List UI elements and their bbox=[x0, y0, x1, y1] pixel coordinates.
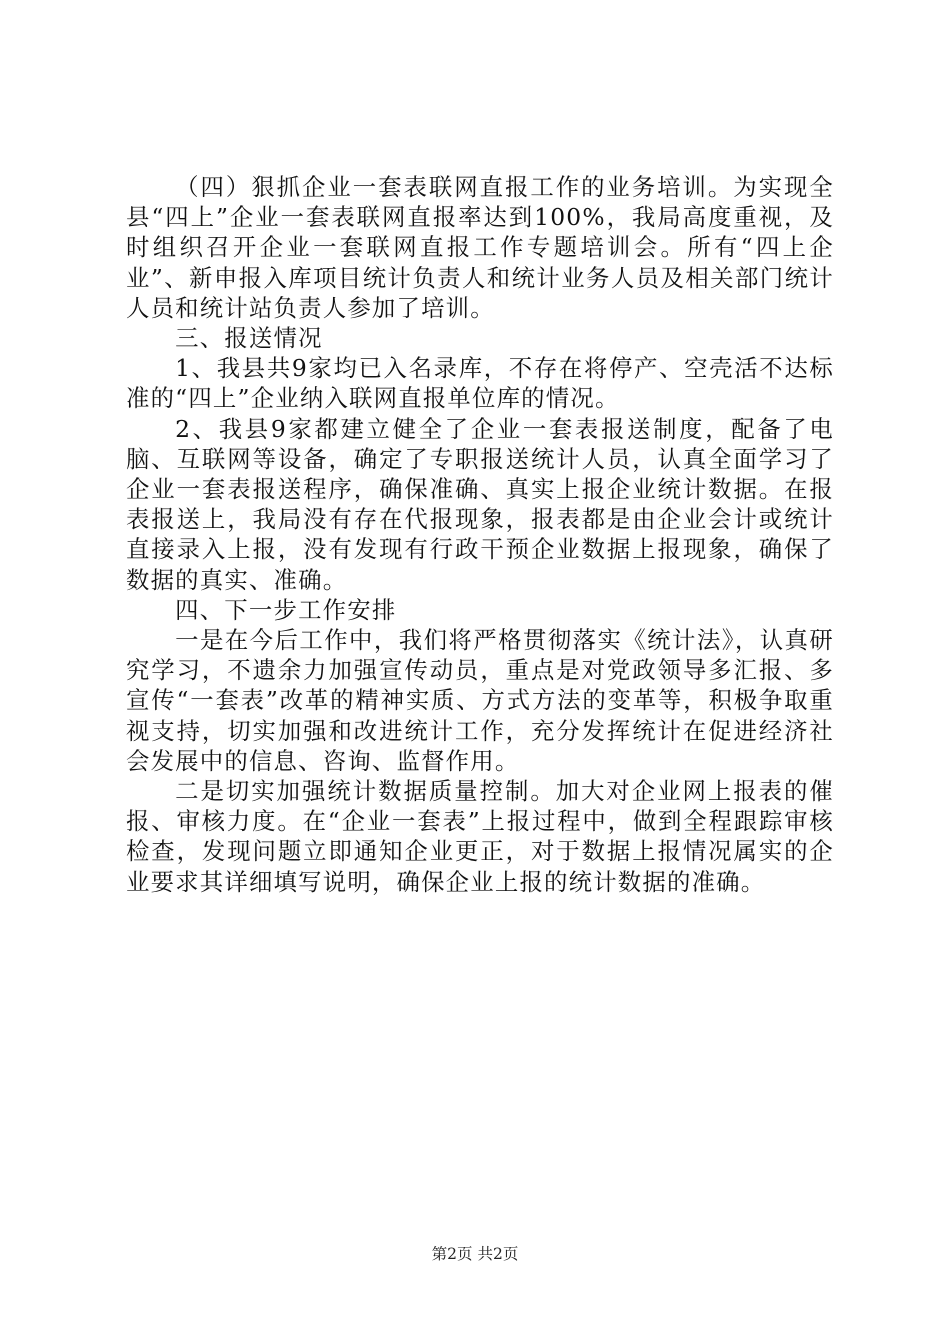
paragraph-training: （四）狠抓企业一套表联网直报工作的业务培训。为实现全县“四上”企业一套表联网直报率达到100%，我局高度重视，及时组织召开企业一套联网直报工作专题培训会。所有“四上企业”、新申报入库项目统计负责人和统计业务人员及相关部门统计人员和统计站负责人参加了培训。 bbox=[126, 173, 834, 322]
section-heading-next-steps: 四、下一步工作安排 bbox=[175, 595, 397, 624]
paragraph-reporting-2: 2、我县9家都建立健全了企业一套表报送制度，配备了电脑、互联网等设备，确定了专职报送统计人员，认真全面学习了企业一套表报送程序，确保准确、真实上报企业统计数据。在报表报送上，我局没有存在代报现象，报表都是由企业会计或统计直接录入上报，没有发现有行政干预企业数据上报现象，确保了数据的真实、准确。 bbox=[126, 414, 834, 594]
paragraph-next-steps-1: 一是在今后工作中，我们将严格贯彻落实《统计法》，认真研究学习，不遗余力加强宣传动员，重点是对党政领导多汇报、多宣传“一套表”改革的精神实质、方式方法的变革等，积极争取重视支持，切实加强和改进统计工作，充分发挥统计在促进经济社会发展中的信息、咨询、监督作用。 bbox=[126, 626, 834, 775]
page-number-footer: 第2页 共2页 bbox=[431, 1245, 519, 1263]
paragraph-reporting-1: 1、我县共9家均已入名录库，不存在将停产、空壳活不达标准的“四上”企业纳入联网直报单位库的情况。 bbox=[126, 354, 834, 413]
paragraph-next-steps-2: 二是切实加强统计数据质量控制。加大对企业网上报表的催报、审核力度。在“企业一套表”上报过程中，做到全程跟踪审核检查，发现问题立即通知企业更正，对于数据上报情况属实的企业要求其详细填写说明，确保企业上报的统计数据的准确。 bbox=[126, 777, 834, 896]
section-heading-reporting: 三、报送情况 bbox=[175, 324, 323, 353]
document-body bbox=[126, 172, 834, 897]
